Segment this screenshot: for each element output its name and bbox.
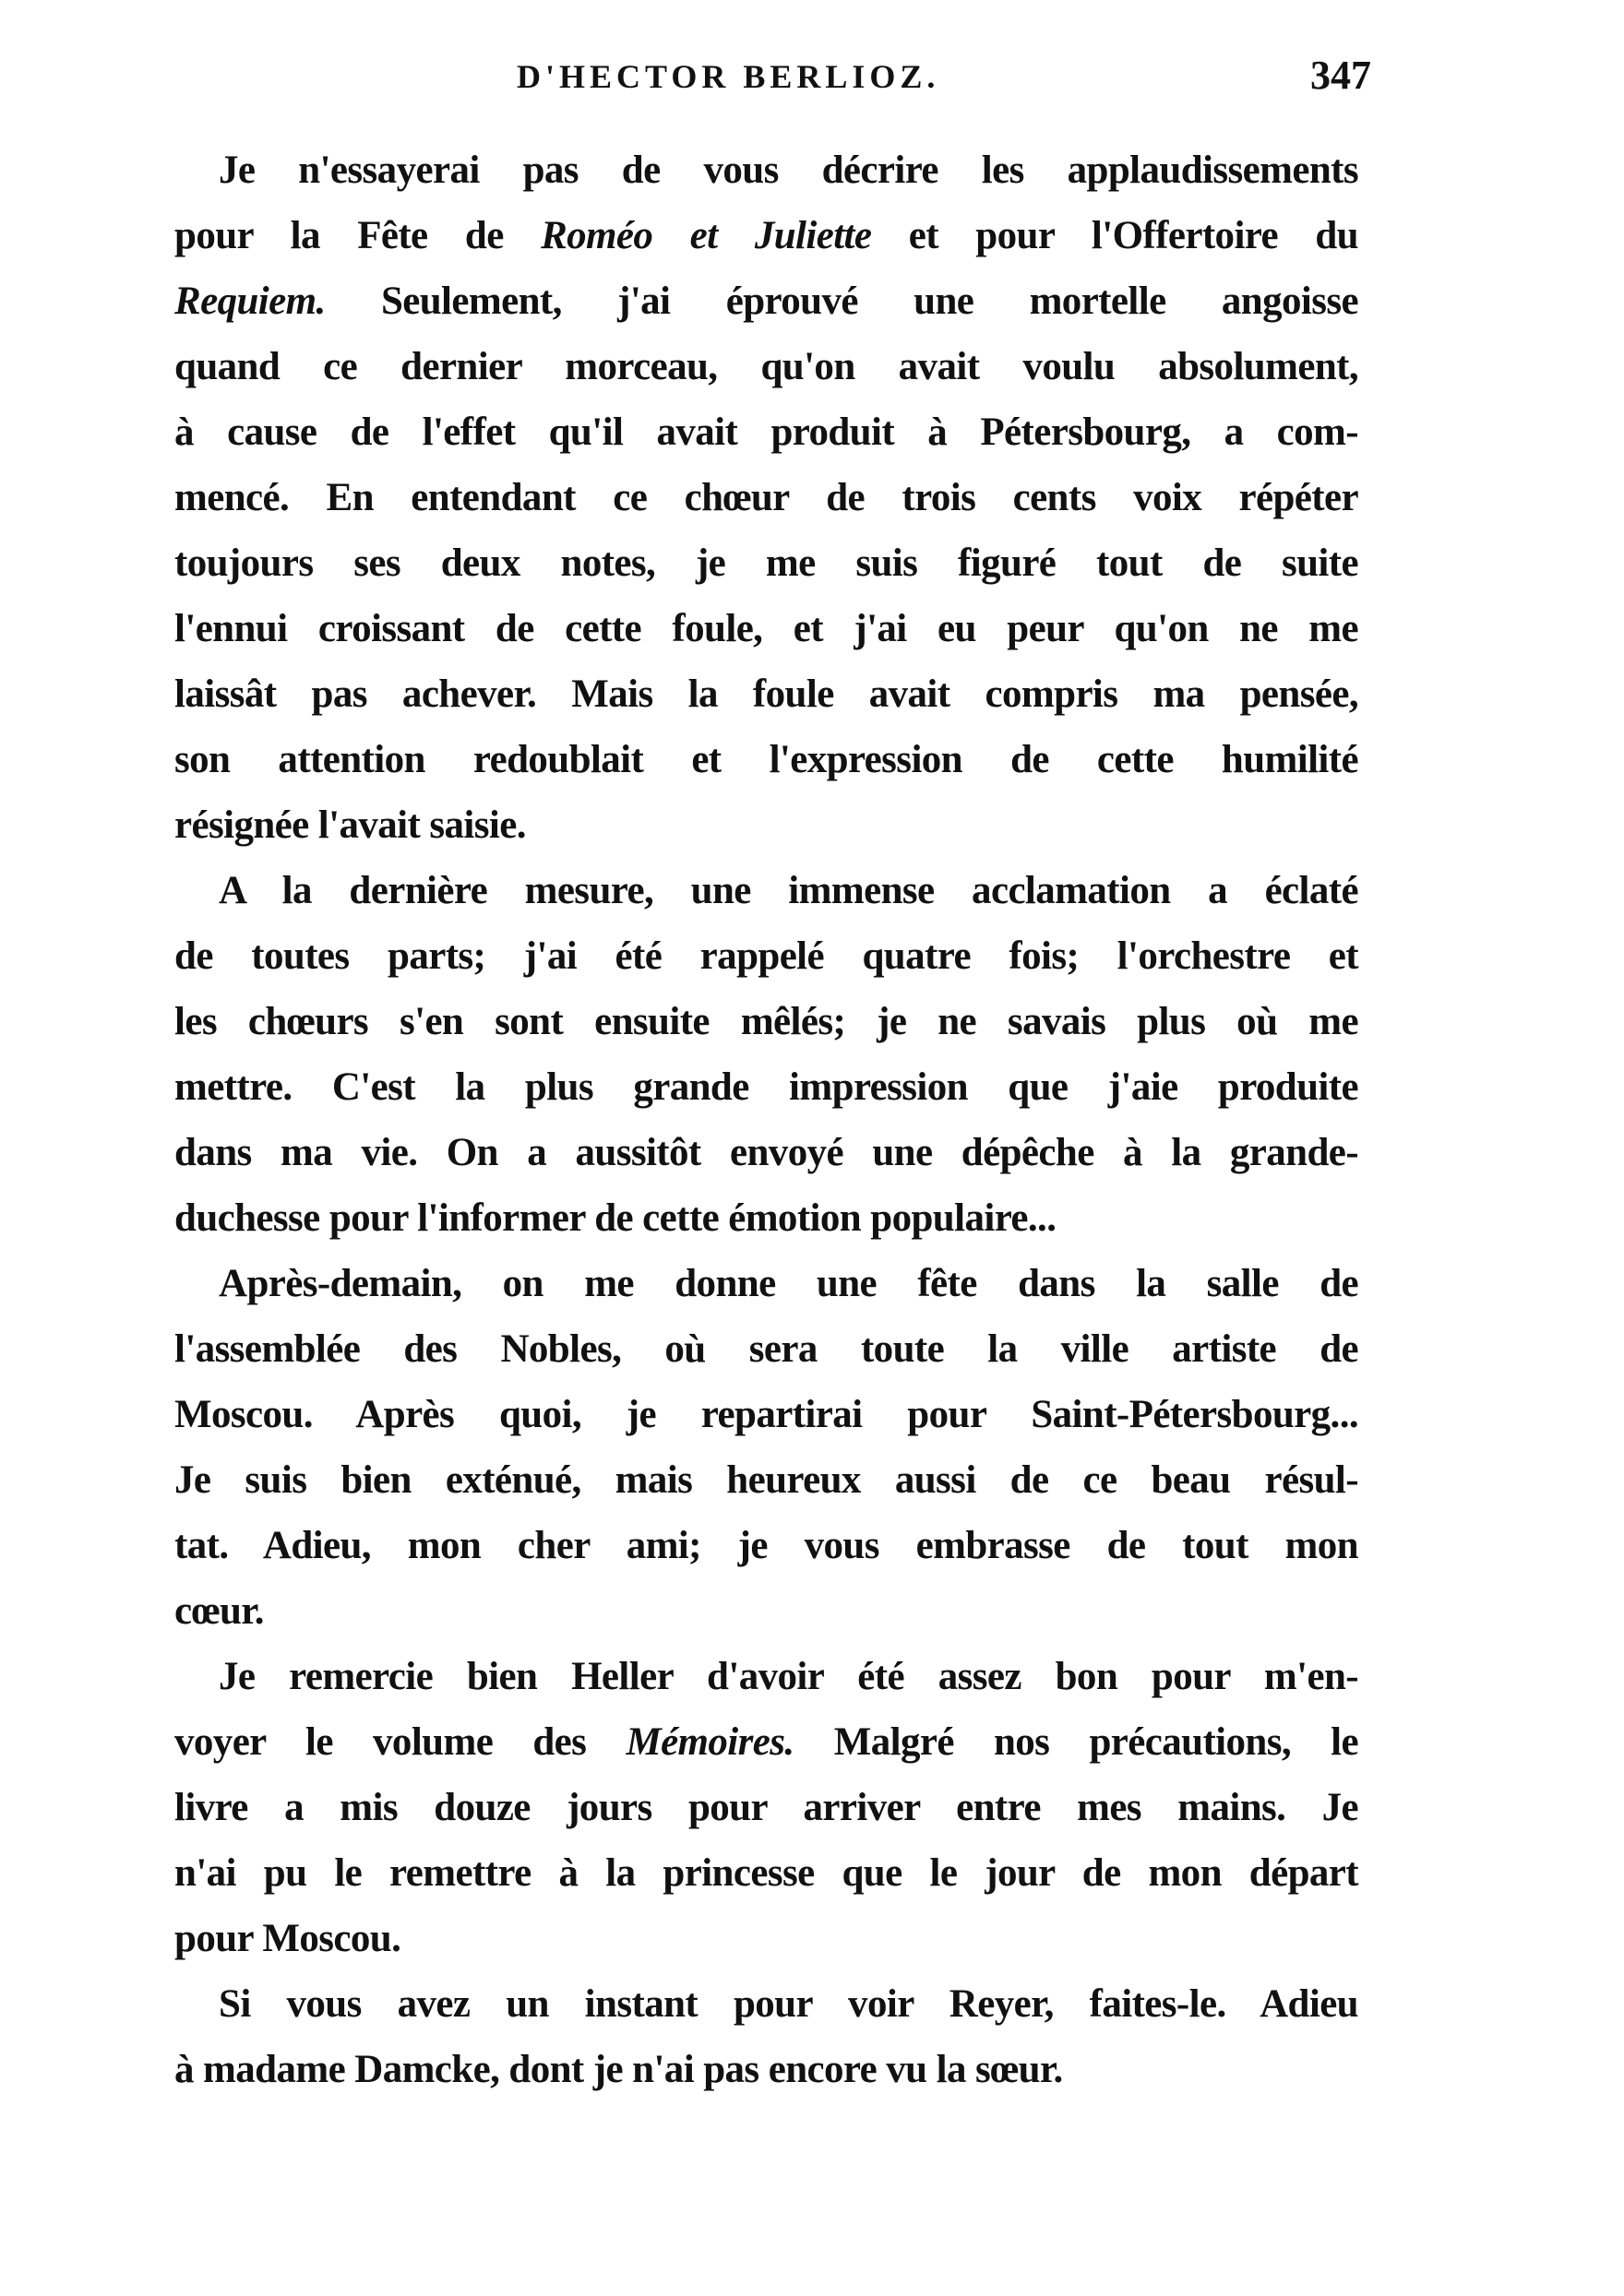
text-segment: pour Moscou. xyxy=(174,1917,401,1960)
text-segment: pour la Fête de xyxy=(174,214,542,257)
text-line xyxy=(219,148,1358,194)
text-line xyxy=(174,1457,1358,1504)
text-segment: laissât pas achever. Mais la foule avait compris ma pensée, xyxy=(174,672,1358,716)
text-segment: tat. Adieu, mon cher ami; je vous embrasse de tout mon xyxy=(174,1524,1358,1567)
text-line xyxy=(174,475,1358,521)
text-line xyxy=(174,1719,1358,1766)
text-segment: l'assemblée des Nobles, où sera toute la ville artiste de xyxy=(174,1327,1358,1371)
running-head: D'HECTOR BERLIOZ. xyxy=(517,58,940,95)
text-line xyxy=(174,672,1358,718)
text-line xyxy=(174,410,1358,456)
text-segment: mencé. En entendant ce chœur de trois cents voix répéter xyxy=(174,476,1358,519)
text-segment: et pour l'Offertoire du xyxy=(871,214,1358,257)
text-segment: livre a mis douze jours pour arriver entre mes mains. Je xyxy=(174,1786,1358,1829)
text-line xyxy=(174,1916,1358,1962)
text-line xyxy=(219,868,1358,914)
page-number: 347 xyxy=(1310,53,1371,98)
text-segment: toujours ses deux notes, je me suis figuré tout de suite xyxy=(174,541,1358,585)
italic-text: Requiem. xyxy=(174,280,326,323)
text-line xyxy=(174,803,1358,849)
text-line xyxy=(174,1523,1358,1569)
text-segment: de toutes parts; j'ai été rappelé quatre fois; l'orchestre et xyxy=(174,934,1358,978)
text-line xyxy=(174,213,1358,259)
italic-text: Mémoires. xyxy=(626,1720,794,1764)
text-line xyxy=(174,541,1358,587)
text-line xyxy=(174,1196,1358,1242)
text-segment: voyer le volume des xyxy=(174,1720,627,1764)
text-line xyxy=(174,2047,1358,2093)
text-segment: l'ennui croissant de cette foule, et j'ai eu peur qu'on ne me xyxy=(174,607,1358,650)
text-line xyxy=(174,1326,1358,1373)
text-segment: les chœurs s'en sont ensuite mêlés; je ne savais plus où me xyxy=(174,1000,1358,1043)
text-line xyxy=(174,1392,1358,1438)
text-line xyxy=(219,1981,1358,2028)
text-line xyxy=(174,279,1358,325)
text-line xyxy=(174,999,1358,1045)
text-segment: Si vous avez un instant pour voir Reyer, faites-le. Adieu xyxy=(219,1982,1358,2026)
text-line xyxy=(174,934,1358,980)
text-segment: duchesse pour l'informer de cette émotion populaire... xyxy=(174,1196,1057,1240)
text-line xyxy=(219,1654,1358,1700)
text-line xyxy=(174,1588,1358,1635)
italic-text: Roméo et Juliette xyxy=(541,214,872,257)
text-segment: cœur. xyxy=(174,1589,264,1633)
text-segment: Je n'essayerai pas de vous décrire les applaudissements xyxy=(219,149,1358,192)
text-line xyxy=(174,737,1358,783)
text-segment: quand ce dernier morceau, qu'on avait voulu absolument, xyxy=(174,345,1358,388)
text-segment: à cause de l'effet qu'il avait produit à Pétersbourg, a com- xyxy=(174,410,1358,454)
text-segment: Je remercie bien Heller d'avoir été assez bon pour m'en- xyxy=(219,1655,1358,1698)
text-line xyxy=(174,606,1358,652)
text-segment: à madame Damcke, dont je n'ai pas encore vu la sœur. xyxy=(174,2048,1063,2091)
text-segment: Moscou. Après quoi, je repartirai pour Saint-Pétersbourg... xyxy=(174,1393,1358,1436)
text-segment: résignée l'avait saisie. xyxy=(174,803,526,847)
text-segment: Malgré nos précautions, le xyxy=(794,1720,1358,1764)
text-line xyxy=(174,1785,1358,1831)
text-segment: Après-demain, on me donne une fête dans la salle de xyxy=(219,1262,1358,1305)
text-segment: Seulement, j'ai éprouvé une mortelle angoisse xyxy=(325,280,1358,323)
text-segment: A la dernière mesure, une immense acclamation a éclaté xyxy=(219,869,1358,912)
text-segment: son attention redoublait et l'expression de cette humilité xyxy=(174,738,1358,781)
text-segment: Je suis bien exténué, mais heureux aussi de ce beau résul- xyxy=(174,1458,1358,1502)
text-segment: mettre. C'est la plus grande impression que j'aie produite xyxy=(174,1065,1358,1109)
text-line xyxy=(174,1130,1358,1176)
text-segment: n'ai pu le remettre à la princesse que le jour de mon départ xyxy=(174,1851,1358,1895)
text-segment: dans ma vie. On a aussitôt envoyé une dépêche à la grande- xyxy=(174,1131,1358,1174)
text-line xyxy=(174,1850,1358,1897)
text-line xyxy=(219,1261,1358,1307)
text-line xyxy=(174,344,1358,390)
text-line xyxy=(174,1065,1358,1111)
